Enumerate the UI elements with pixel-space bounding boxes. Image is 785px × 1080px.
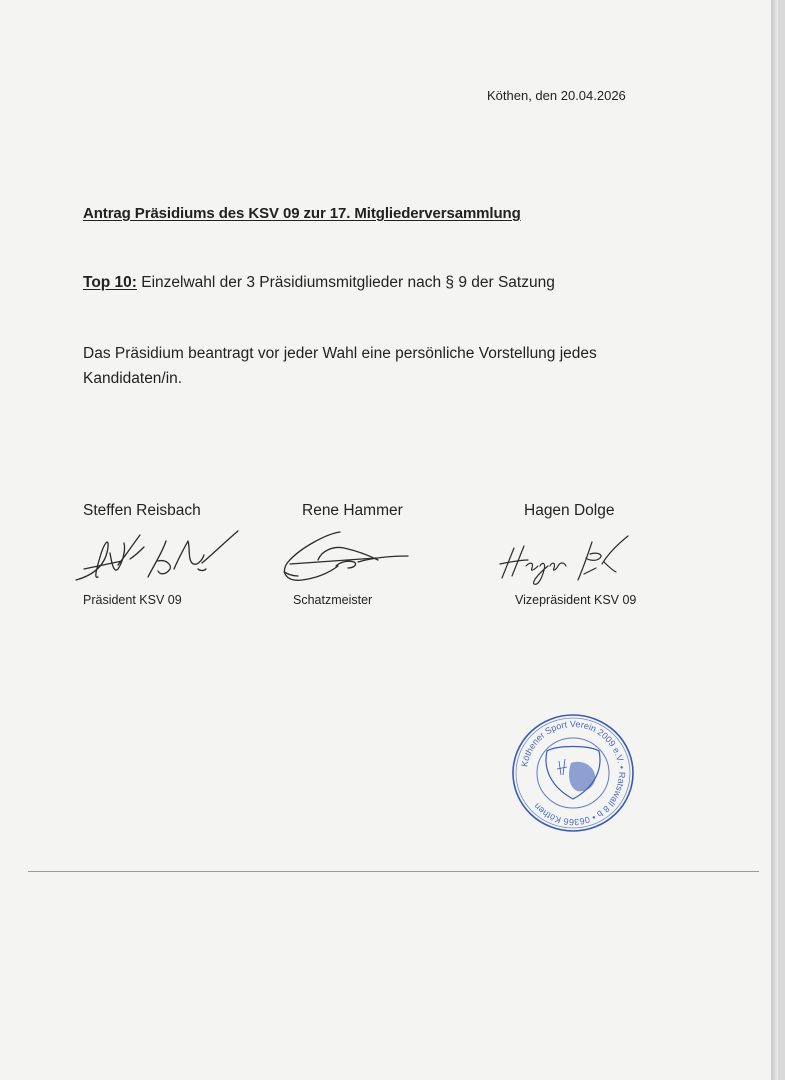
footer-divider bbox=[28, 871, 759, 872]
signature-vice-president bbox=[496, 534, 636, 590]
page-edge bbox=[771, 0, 778, 1080]
signatory-name-treasurer: Rene Hammer bbox=[302, 502, 403, 519]
document-title: Antrag Präsidiums des KSV 09 zur 17. Mitgliederversammlung bbox=[83, 205, 521, 222]
svg-text:Köthener Sport Verein 2009 e.V: Köthener Sport Verein 2009 e.V. • Ratswall 8 b • 06366 Köthen bbox=[519, 718, 628, 828]
signatory-role-vice-president: Vizepräsident KSV 09 bbox=[515, 593, 637, 607]
motion-text: Das Präsidium beantragt vor jeder Wahl eine persönliche Vorstellung jedes Kandidaten/in. bbox=[83, 345, 597, 387]
signature-treasurer bbox=[278, 526, 414, 588]
agenda-item-label: Top 10: bbox=[83, 274, 137, 291]
agenda-item bbox=[83, 274, 555, 292]
signatory-name-vice-president: Hagen Dolge bbox=[524, 502, 615, 519]
signatory-name-president: Steffen Reisbach bbox=[83, 502, 201, 519]
signature-president bbox=[74, 525, 244, 591]
signatory-role-treasurer: Schatzmeister bbox=[293, 593, 373, 607]
agenda-item-text: Einzelwahl der 3 Präsidiumsmitglieder nach § 9 der Satzung bbox=[136, 274, 555, 291]
club-stamp bbox=[511, 713, 635, 833]
place-date: Köthen, den 20.04.2026 bbox=[487, 88, 626, 103]
signatory-role-president: Präsident KSV 09 bbox=[83, 593, 182, 607]
